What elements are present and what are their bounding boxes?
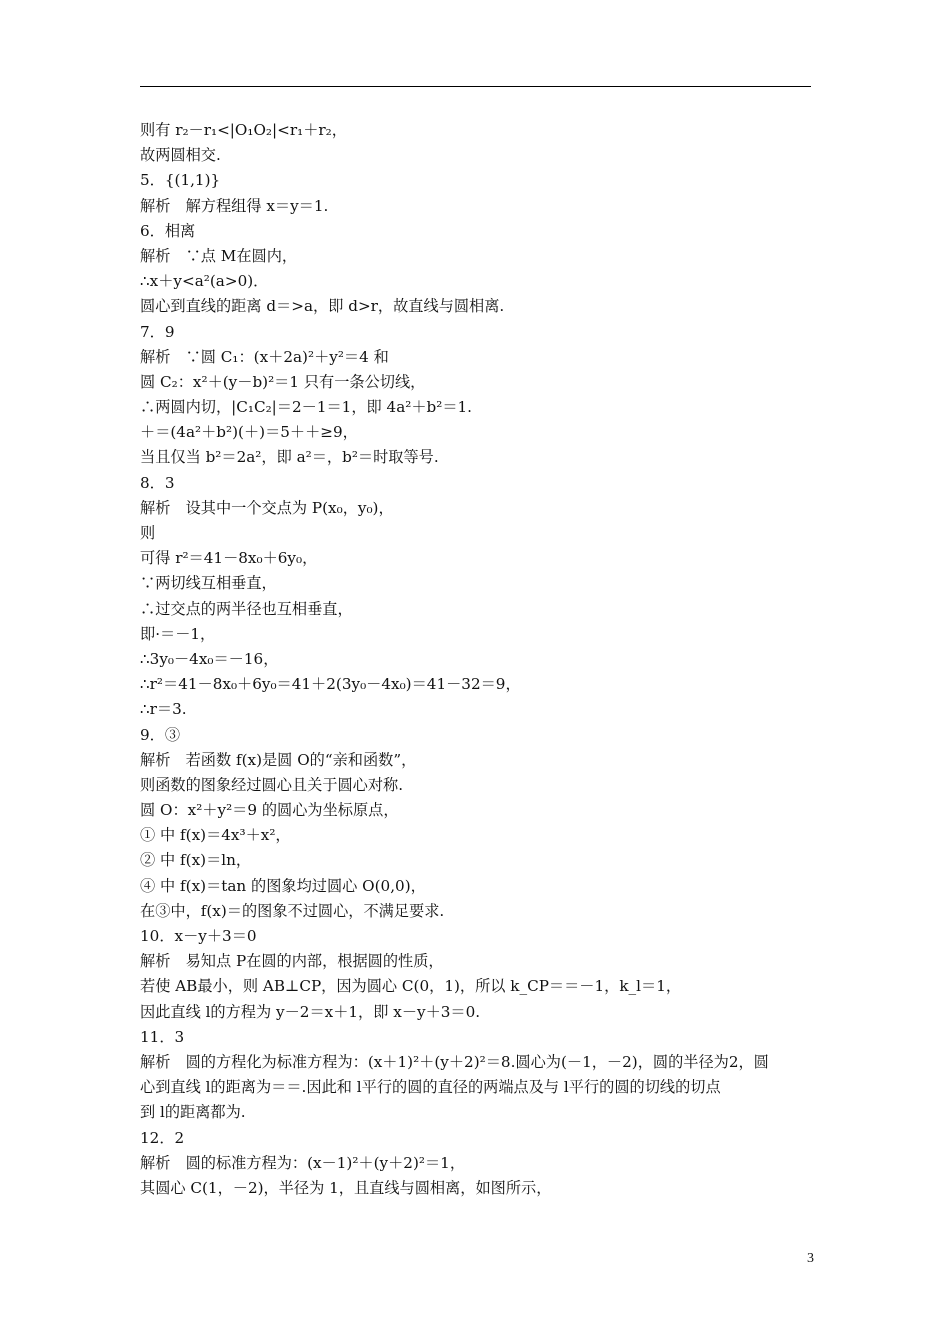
text-line: 12．2: [140, 1128, 185, 1147]
text-line: 即·＝－1，: [140, 624, 216, 643]
text-line: ∵两切线互相垂直，: [140, 574, 277, 593]
text-line: 解析 ∵点 M在圆内，: [140, 246, 298, 265]
text-line: ∴x＋y<a²(a>0)．: [140, 272, 269, 291]
text-line: ∴两圆内切，|C₁C₂|＝2－1＝1，即 4a²＋b²＝1.: [140, 398, 473, 417]
text-line: ④ 中 f(x)＝tan 的图象均过圆心 O(0,0)，: [140, 876, 426, 895]
text-line: 则: [140, 524, 156, 542]
text-line: 故两圆相交.: [140, 146, 221, 165]
text-line: ② 中 f(x)＝ln，: [140, 851, 252, 870]
header-rule: [140, 86, 811, 87]
text-line: 10．x－y＋3＝0: [140, 927, 257, 945]
text-line: 圆 C₂：x²＋(y－b)²＝1 只有一条公切线，: [140, 372, 426, 391]
text-line: 解析 设其中一个交点为 P(x₀，y₀)，: [140, 498, 394, 517]
text-line: 8．3: [140, 473, 175, 492]
text-line: 因此直线 l的方程为 y－2＝x＋1，即 x－y＋3＝0.: [140, 1002, 481, 1021]
text-line: 解析 圆的方程化为标准方程为：(x＋1)²＋(y＋2)²＝8.圆心为(－1，－2)，圆的半径为2，圆: [140, 1052, 769, 1071]
text-line: 解析 圆的标准方程为：(x－1)²＋(y＋2)²＝1，: [140, 1153, 466, 1172]
text-line: 圆 O：x²＋y²＝9 的圆心为坐标原点，: [140, 801, 399, 820]
text-line: ∴3y₀－4x₀＝－16，: [140, 649, 279, 668]
text-line: 可得 r²＝41－8x₀＋6y₀，: [140, 549, 318, 568]
text-line: 解析 易知点 P在圆的内部，根据圆的性质，: [140, 952, 444, 971]
text-line: 7．9: [140, 322, 175, 341]
text-line: 解析 若函数 f(x)是圆 O的“亲和函数”，: [140, 750, 417, 769]
text-line: 11．3: [140, 1027, 185, 1046]
text-line: 解析 解方程组得 x＝y＝1.: [140, 196, 329, 215]
text-line: 到 l的距离都为.: [140, 1103, 246, 1122]
page-number: 3: [807, 1251, 814, 1266]
text-line: ∴r＝3.: [140, 700, 187, 719]
text-line: ∴r²＝41－8x₀＋6y₀＝41＋2(3y₀－4x₀)＝41－32＝9，: [140, 675, 521, 694]
text-line: 在③中，f(x)＝的图象不过圆心，不满足要求.: [140, 901, 445, 920]
text-line: ＋＝(4a²＋b²)(＋)＝5＋＋≥9，: [140, 423, 358, 442]
text-line: ① 中 f(x)＝4x³＋x²，: [140, 826, 291, 845]
text-line: 则函数的图象经过圆心且关于圆心对称.: [140, 775, 404, 794]
text-line: 圆心到直线的距离 d＝>a，即 d>r，故直线与圆相离.: [140, 297, 505, 316]
text-line: 若使 AB最小，则 AB⊥CP，因为圆心 C(0，1)，所以 k_CP＝＝－1，k_l＝1，: [140, 977, 682, 996]
text-line: 解析 ∵圆 C₁：(x＋2a)²＋y²＝4 和: [140, 347, 389, 366]
text-line: 当且仅当 b²＝2a²，即 a²＝，b²＝时取等号.: [140, 448, 439, 467]
text-line: 心到直线 l的距离为＝＝.因此和 l平行的圆的直径的两端点及与 l平行的圆的切线的切点: [140, 1078, 721, 1097]
text-line: ∴过交点的两半径也互相垂直，: [140, 599, 353, 618]
text-line: 则有 r₂－r₁<|O₁O₂|<r₁＋r₂，: [140, 121, 347, 139]
text-line: 6．相离: [140, 221, 196, 240]
text-line: 9．③: [140, 725, 181, 744]
text-line: 5．{(1,1)}: [140, 171, 221, 190]
text-line: 其圆心 C(1，－2)，半径为 1，且直线与圆相离，如图所示，: [140, 1178, 552, 1197]
answer-text-body: [140, 118, 812, 1201]
